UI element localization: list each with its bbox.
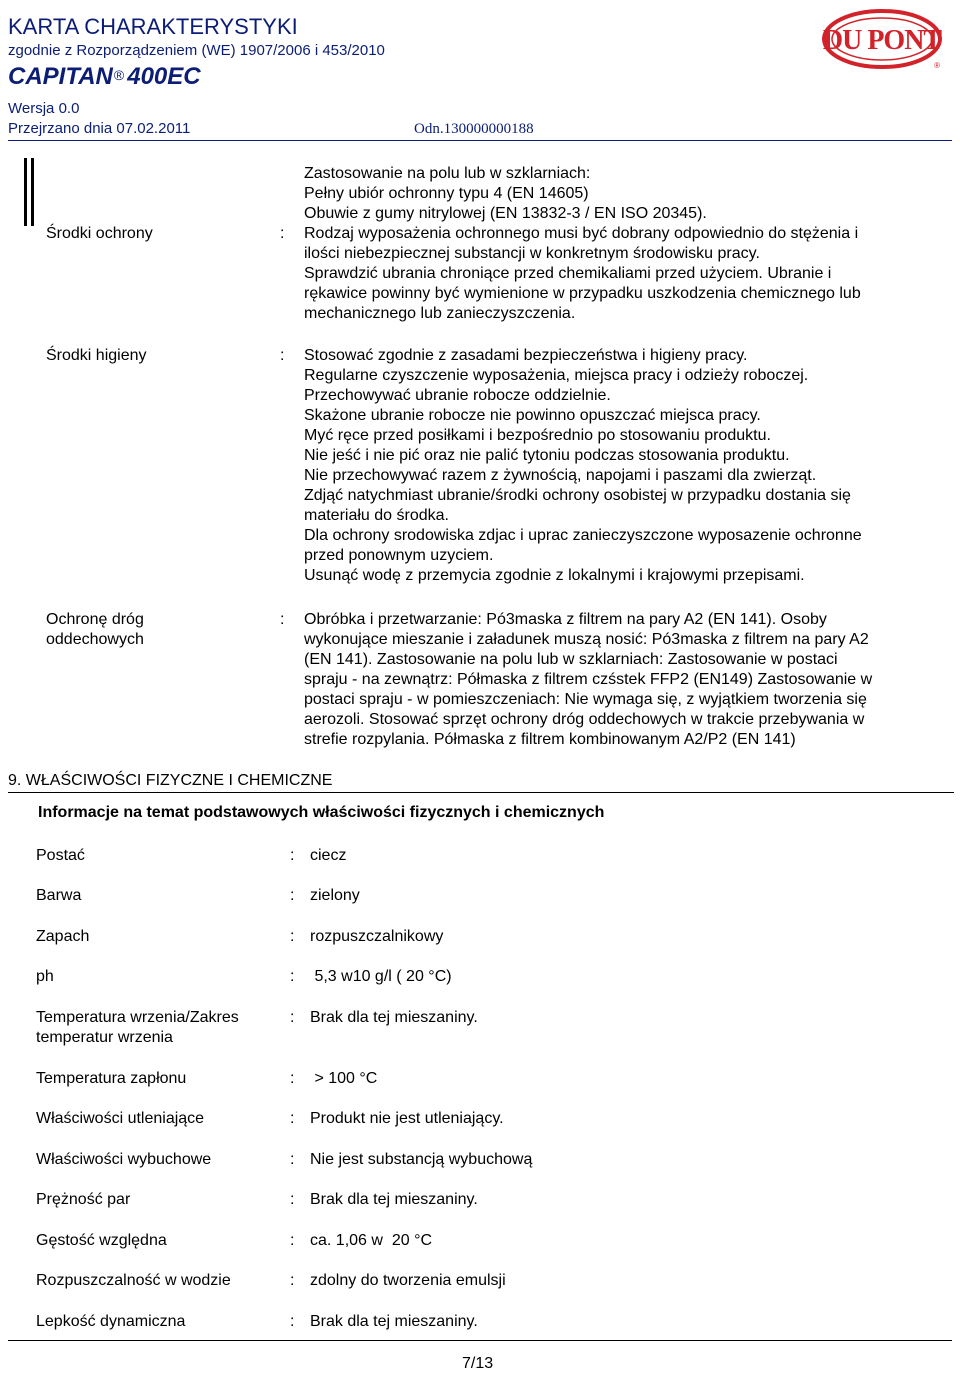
logo-text: DU PONT	[822, 25, 942, 56]
property-value: ciecz	[310, 847, 347, 864]
colon: :	[290, 1191, 295, 1208]
property-label: ph	[36, 968, 54, 985]
colon: :	[290, 1070, 295, 1087]
property-value: ca. 1,06 w 20 °C	[310, 1232, 433, 1249]
text-line: Stosować zgodnie z zasadami bezpieczeństwa i higieny pracy.	[304, 347, 748, 364]
colon: :	[290, 847, 295, 864]
revision-bars	[24, 158, 38, 226]
version-label: Wersja 0.0	[8, 100, 80, 117]
respiratory-text	[304, 610, 944, 750]
text-line: Obróbka i przetwarzanie: Pó3maska z filtrem na pary A2 (EN 141). Osoby	[304, 611, 827, 628]
property-value: rozpuszczalnikowy	[310, 928, 444, 945]
property-label: Temperatura zapłonu	[36, 1070, 187, 1087]
text-line: Nie jeść i nie pić oraz nie palić tytoniu podczas stosowania produktu.	[304, 447, 790, 464]
product-name-text: CAPITAN	[8, 63, 113, 90]
colon: :	[280, 611, 285, 628]
text-line: strefie rozpylania. Półmaska z filtrem kombinowanym A2/P2 (EN 141)	[304, 731, 796, 748]
property-value: Brak dla tej mieszaniny.	[310, 1191, 478, 1208]
revision-date: Przejrzano dnia 07.02.2011	[8, 120, 191, 137]
reference-number: Odn.130000000188	[414, 121, 534, 137]
text-line: Nie przechowywać razem z żywnością, napojami i paszami dla zwierząt.	[304, 467, 817, 484]
property-value: Produkt nie jest utleniający.	[310, 1110, 504, 1127]
intro-line: Obuwie z gumy nitrylowej (EN 13832-3 / EN ISO 20345).	[304, 205, 707, 222]
text-line: mechanicznego lub zanieczyszczenia.	[304, 305, 576, 322]
text-line: aerozoli. Stosować sprzęt ochrony dróg oddechowych w trakcie przebywania w	[304, 711, 865, 728]
property-label: Gęstość względna	[36, 1232, 167, 1249]
text-line: (EN 141). Zastosowanie na polu lub w szklarniach: Zastosowanie w postaci	[304, 651, 838, 668]
property-label: Właściwości wybuchowe	[36, 1151, 212, 1168]
document-title: KARTA CHARAKTERYSTYKI	[8, 14, 298, 39]
regulation-reference: zgodnie z Rozporządzeniem (WE) 1907/2006 i 453/2010	[8, 42, 385, 59]
colon: :	[290, 928, 295, 945]
text-line: Usunąć wodę z przemycia zgodnie z lokalnymi i krajowymi przepisami.	[304, 567, 805, 584]
footer-divider	[8, 1340, 952, 1341]
intro-line: Zastosowanie na polu lub w szklarniach:	[304, 165, 591, 182]
property-label: Lepkość dynamiczna	[36, 1313, 186, 1330]
body-protection-text	[304, 224, 944, 324]
colon: :	[290, 1151, 295, 1168]
dupont-logo	[822, 8, 946, 70]
property-value: zielony	[310, 887, 360, 904]
property-label: Właściwości utleniające	[36, 1110, 205, 1127]
text-line: Myć ręce przed posiłkami i bezpośrednio po stosowaniu produktu.	[304, 427, 771, 444]
text-line: Rodzaj wyposażenia ochronnego musi być dobrany odpowiednio do stężenia i	[304, 225, 859, 242]
text-line: wykonujące mieszanie i załadunek muszą nosić: Pó3maska z filtrem na pary A2	[304, 631, 869, 648]
colon: :	[290, 1009, 295, 1026]
property-value: Brak dla tej mieszaniny.	[310, 1009, 478, 1026]
property-label: Rozpuszczalność w wodzie	[36, 1272, 231, 1289]
header-divider	[8, 140, 952, 141]
revision-bar	[24, 158, 27, 226]
protection-intro	[304, 164, 944, 224]
revision-bar	[31, 158, 34, 226]
colon: :	[290, 887, 295, 904]
text-line: ilości niebezpiecznej substancji w konkretnym środowisku pracy.	[304, 245, 760, 262]
property-value: > 100 °C	[310, 1070, 378, 1087]
logo-registered-mark: ®	[934, 61, 940, 70]
body-protection-label: Środki ochrony	[46, 225, 153, 242]
property-label: Zapach	[36, 928, 90, 945]
colon: :	[290, 1272, 295, 1289]
text-line: przed ponownym uzyciem.	[304, 547, 494, 564]
colon: :	[290, 968, 295, 985]
colon: :	[280, 347, 285, 364]
text-line: Przechowywać ubranie robocze oddzielnie.	[304, 387, 611, 404]
hygiene-label: Środki higieny	[46, 347, 147, 364]
text-line: materiału do środka.	[304, 507, 449, 524]
property-value: zdolny do tworzenia emulsji	[310, 1272, 506, 1289]
colon: :	[290, 1232, 295, 1249]
property-value: Nie jest substancją wybuchową	[310, 1151, 533, 1168]
property-label-line: temperatur wrzenia	[36, 1029, 173, 1046]
text-line: Sprawdzić ubrania chroniące przed chemikaliami przed użyciem. Ubranie i	[304, 265, 832, 282]
respiratory-label	[46, 610, 144, 650]
hygiene-text	[304, 346, 944, 586]
property-label	[36, 1008, 239, 1048]
property-label: Prężność par	[36, 1191, 131, 1208]
text-line: Zdjąć natychmiast ubranie/środki ochrony osobistej w przypadku dostania się	[304, 487, 851, 504]
page-number: 7/13	[462, 1355, 494, 1372]
colon: :	[280, 225, 285, 242]
registered-mark: ®	[113, 67, 125, 83]
text-line: Skażone ubranie robocze nie powinno opuszczać miejsca pracy.	[304, 407, 761, 424]
section-heading: 9. WŁAŚCIWOŚCI FIZYCZNE I CHEMICZNE	[8, 772, 333, 789]
property-value: Brak dla tej mieszaniny.	[310, 1313, 478, 1330]
property-label: Barwa	[36, 887, 82, 904]
text-line: Dla ochrony srodowiska zdjac i uprac zanieczyszczone wyposazenie ochronne	[304, 527, 862, 544]
text-line: spraju - na zewnątrz: Półmaska z filtrem czśstek FFP2 (EN149) Zastosowanie w	[304, 671, 873, 688]
section-divider	[8, 792, 954, 793]
respiratory-label-line: oddechowych	[46, 631, 144, 648]
text-line: postaci spraju - w pomieszczeniach: Nie wymaga się, z wyjątkiem tworzenia się	[304, 691, 867, 708]
property-label: Postać	[36, 847, 85, 864]
colon: :	[290, 1313, 295, 1330]
colon: :	[290, 1110, 295, 1127]
text-line: rękawice powinny być wymienione w przypadku uszkodzenia chemicznego lub	[304, 285, 861, 302]
intro-line: Pełny ubiór ochronny typu 4 (EN 14605)	[304, 185, 589, 202]
text-line: Regularne czyszczenie wyposażenia, miejsca pracy i odzieży roboczej.	[304, 367, 809, 384]
product-suffix: 400EC	[127, 63, 201, 90]
property-value: 5,3 w10 g/l ( 20 °C)	[310, 968, 452, 985]
property-label-line: Temperatura wrzenia/Zakres	[36, 1009, 239, 1026]
respiratory-label-line: Ochronę dróg	[46, 611, 144, 628]
product-name	[8, 62, 201, 92]
section-subheading: Informacje na temat podstawowych właściwości fizycznych i chemicznych	[38, 804, 605, 821]
